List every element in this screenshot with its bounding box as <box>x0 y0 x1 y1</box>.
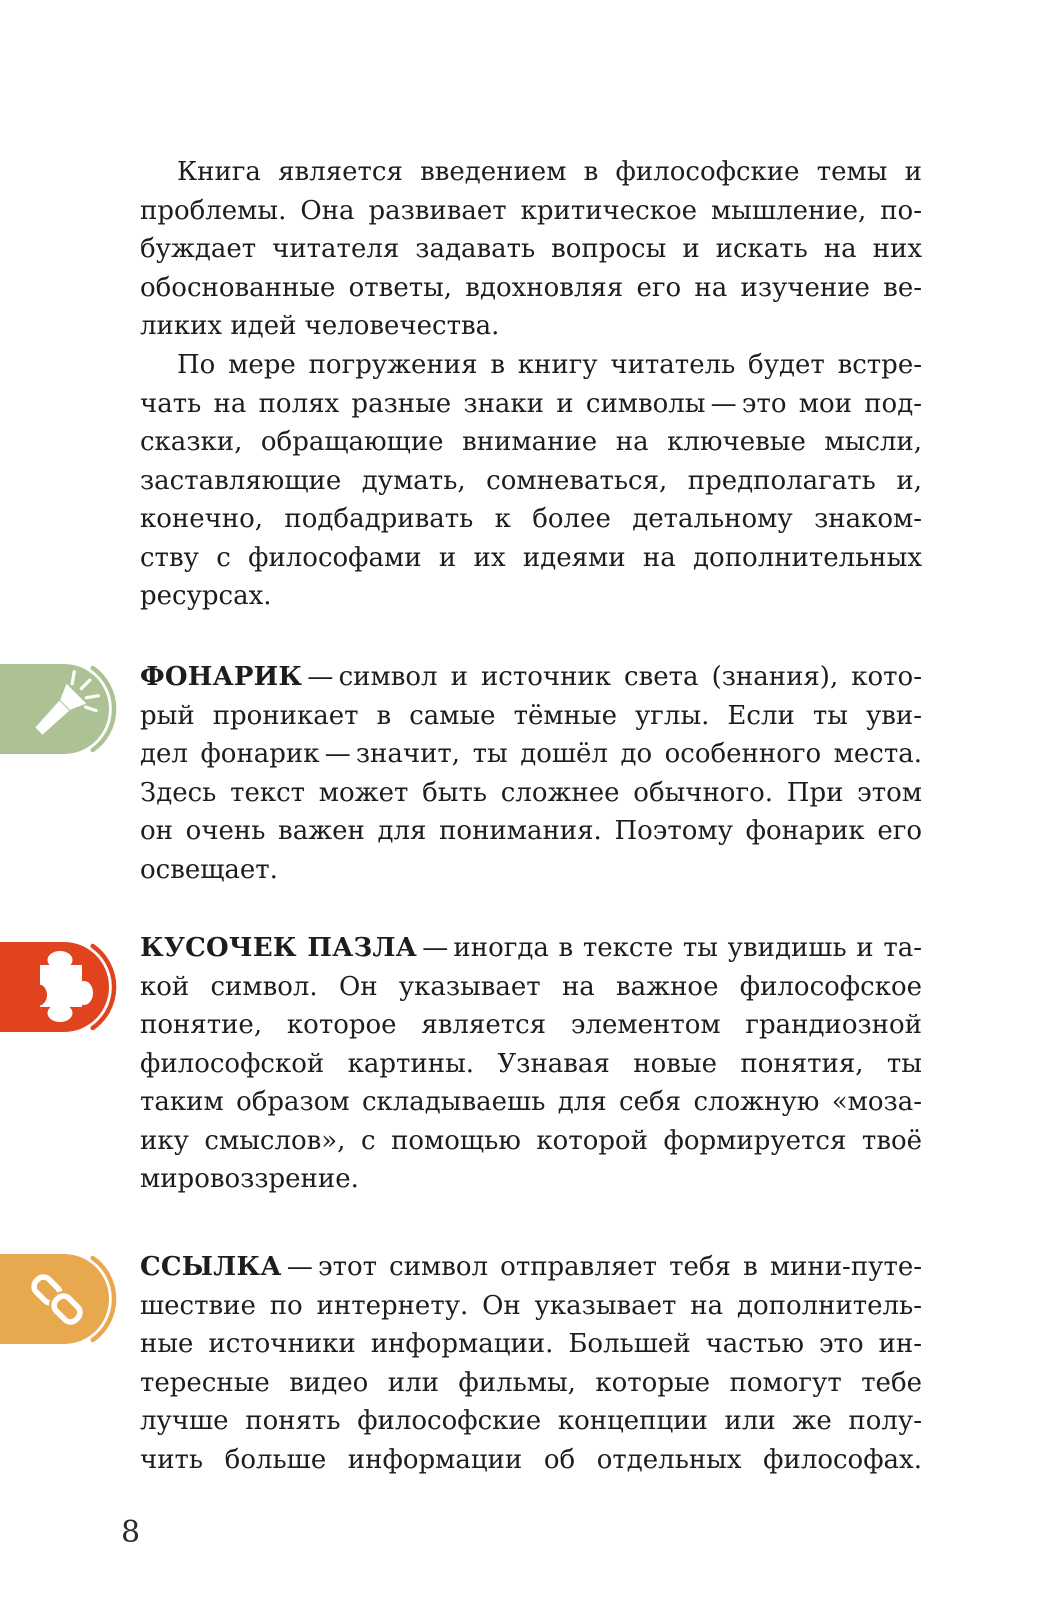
section-label: ФОНАРИК <box>140 662 303 692</box>
text-line: Книга является введением в философские темы и <box>177 157 922 187</box>
text-line: буждает читателя задавать вопросы и искать на них <box>140 234 922 264</box>
flashlight-tab <box>0 664 118 754</box>
section-link-text <box>140 1248 922 1479</box>
text-line: мировоззрение. <box>140 1164 359 1194</box>
text-line: обоснованные ответы, вдохновляя его на изучение ве- <box>140 272 922 303</box>
section-flashlight-text <box>140 658 922 889</box>
flashlight-icon <box>0 664 118 754</box>
page-number: 8 <box>121 1515 141 1550</box>
text-line: таким образом складываешь для себя сложную «моза- <box>140 1087 922 1117</box>
section-label: КУСОЧЕК ПАЗЛА <box>140 933 418 963</box>
text-line: сказки, обращающие внимание на ключевые мысли, <box>140 427 922 457</box>
text-line: философской картины. Узнавая новые понятия, ты <box>140 1048 922 1079</box>
section-label: ССЫЛКА <box>140 1252 282 1282</box>
text-line: конечно, подбадривать к более детальному знаком- <box>140 504 922 534</box>
text-line: ные источники информации. Большей частью это ин- <box>140 1329 922 1359</box>
text-line: Здесь текст может быть сложнее обычного. При этом <box>140 777 922 808</box>
section-flashlight <box>0 658 1060 889</box>
text-line: рый проникает в самые тёмные углы. Если ты уви- <box>140 700 922 731</box>
text-line: ФОНАРИК — символ и источник света (знания), кото- <box>140 662 922 692</box>
text-line: чить больше информации об отдельных философах. <box>140 1444 922 1475</box>
text-line: По мере погружения в книгу читатель будет встре- <box>177 350 922 380</box>
text-line: он очень важен для понимания. Поэтому фонарик его <box>140 816 922 846</box>
text-line: шествие по интернету. Он указывает на дополнитель- <box>140 1290 922 1321</box>
section-puzzle <box>0 929 1060 1199</box>
text-line: ику смыслов», с помощью которой формируется твоё <box>140 1125 922 1156</box>
text-line: ресурсах. <box>140 581 272 611</box>
link-tab <box>0 1254 118 1344</box>
section-puzzle-text <box>140 929 922 1199</box>
text-line: освещает. <box>140 854 278 885</box>
intro-paragraph-2 <box>140 346 922 616</box>
link-icon <box>0 1254 118 1344</box>
text-line: заставляющие думать, сомневаться, предполагать и, <box>140 465 922 496</box>
text-line: кой символ. Он указывает на важное философское <box>140 971 922 1002</box>
text-line: проблемы. Она развивает критическое мышление, по- <box>140 195 922 226</box>
text-line: ликих идей человечества. <box>140 311 500 341</box>
puzzle-piece-icon <box>0 942 118 1032</box>
intro-paragraph-1 <box>140 153 922 346</box>
text-line: ССЫЛКА — этот символ отправляет тебя в мини-путе- <box>140 1252 922 1282</box>
text-line: тересные видео или фильмы, которые помогут тебе <box>140 1367 922 1398</box>
text-line: чать на полях разные знаки и символы — это мои под- <box>140 388 922 419</box>
text-line: ству с философами и их идеями на дополнительных <box>140 542 922 573</box>
text-line: понятие, которое является элементом грандиозной <box>140 1010 922 1040</box>
text-line: лучше понять философские концепции или же полу- <box>140 1406 922 1436</box>
section-link <box>0 1248 1060 1479</box>
text-line: дел фонарик — значит, ты дошёл до особенного места. <box>140 739 922 769</box>
puzzle-tab <box>0 942 118 1032</box>
text-line: КУСОЧЕК ПАЗЛА — иногда в тексте ты увидишь и та- <box>140 933 922 963</box>
